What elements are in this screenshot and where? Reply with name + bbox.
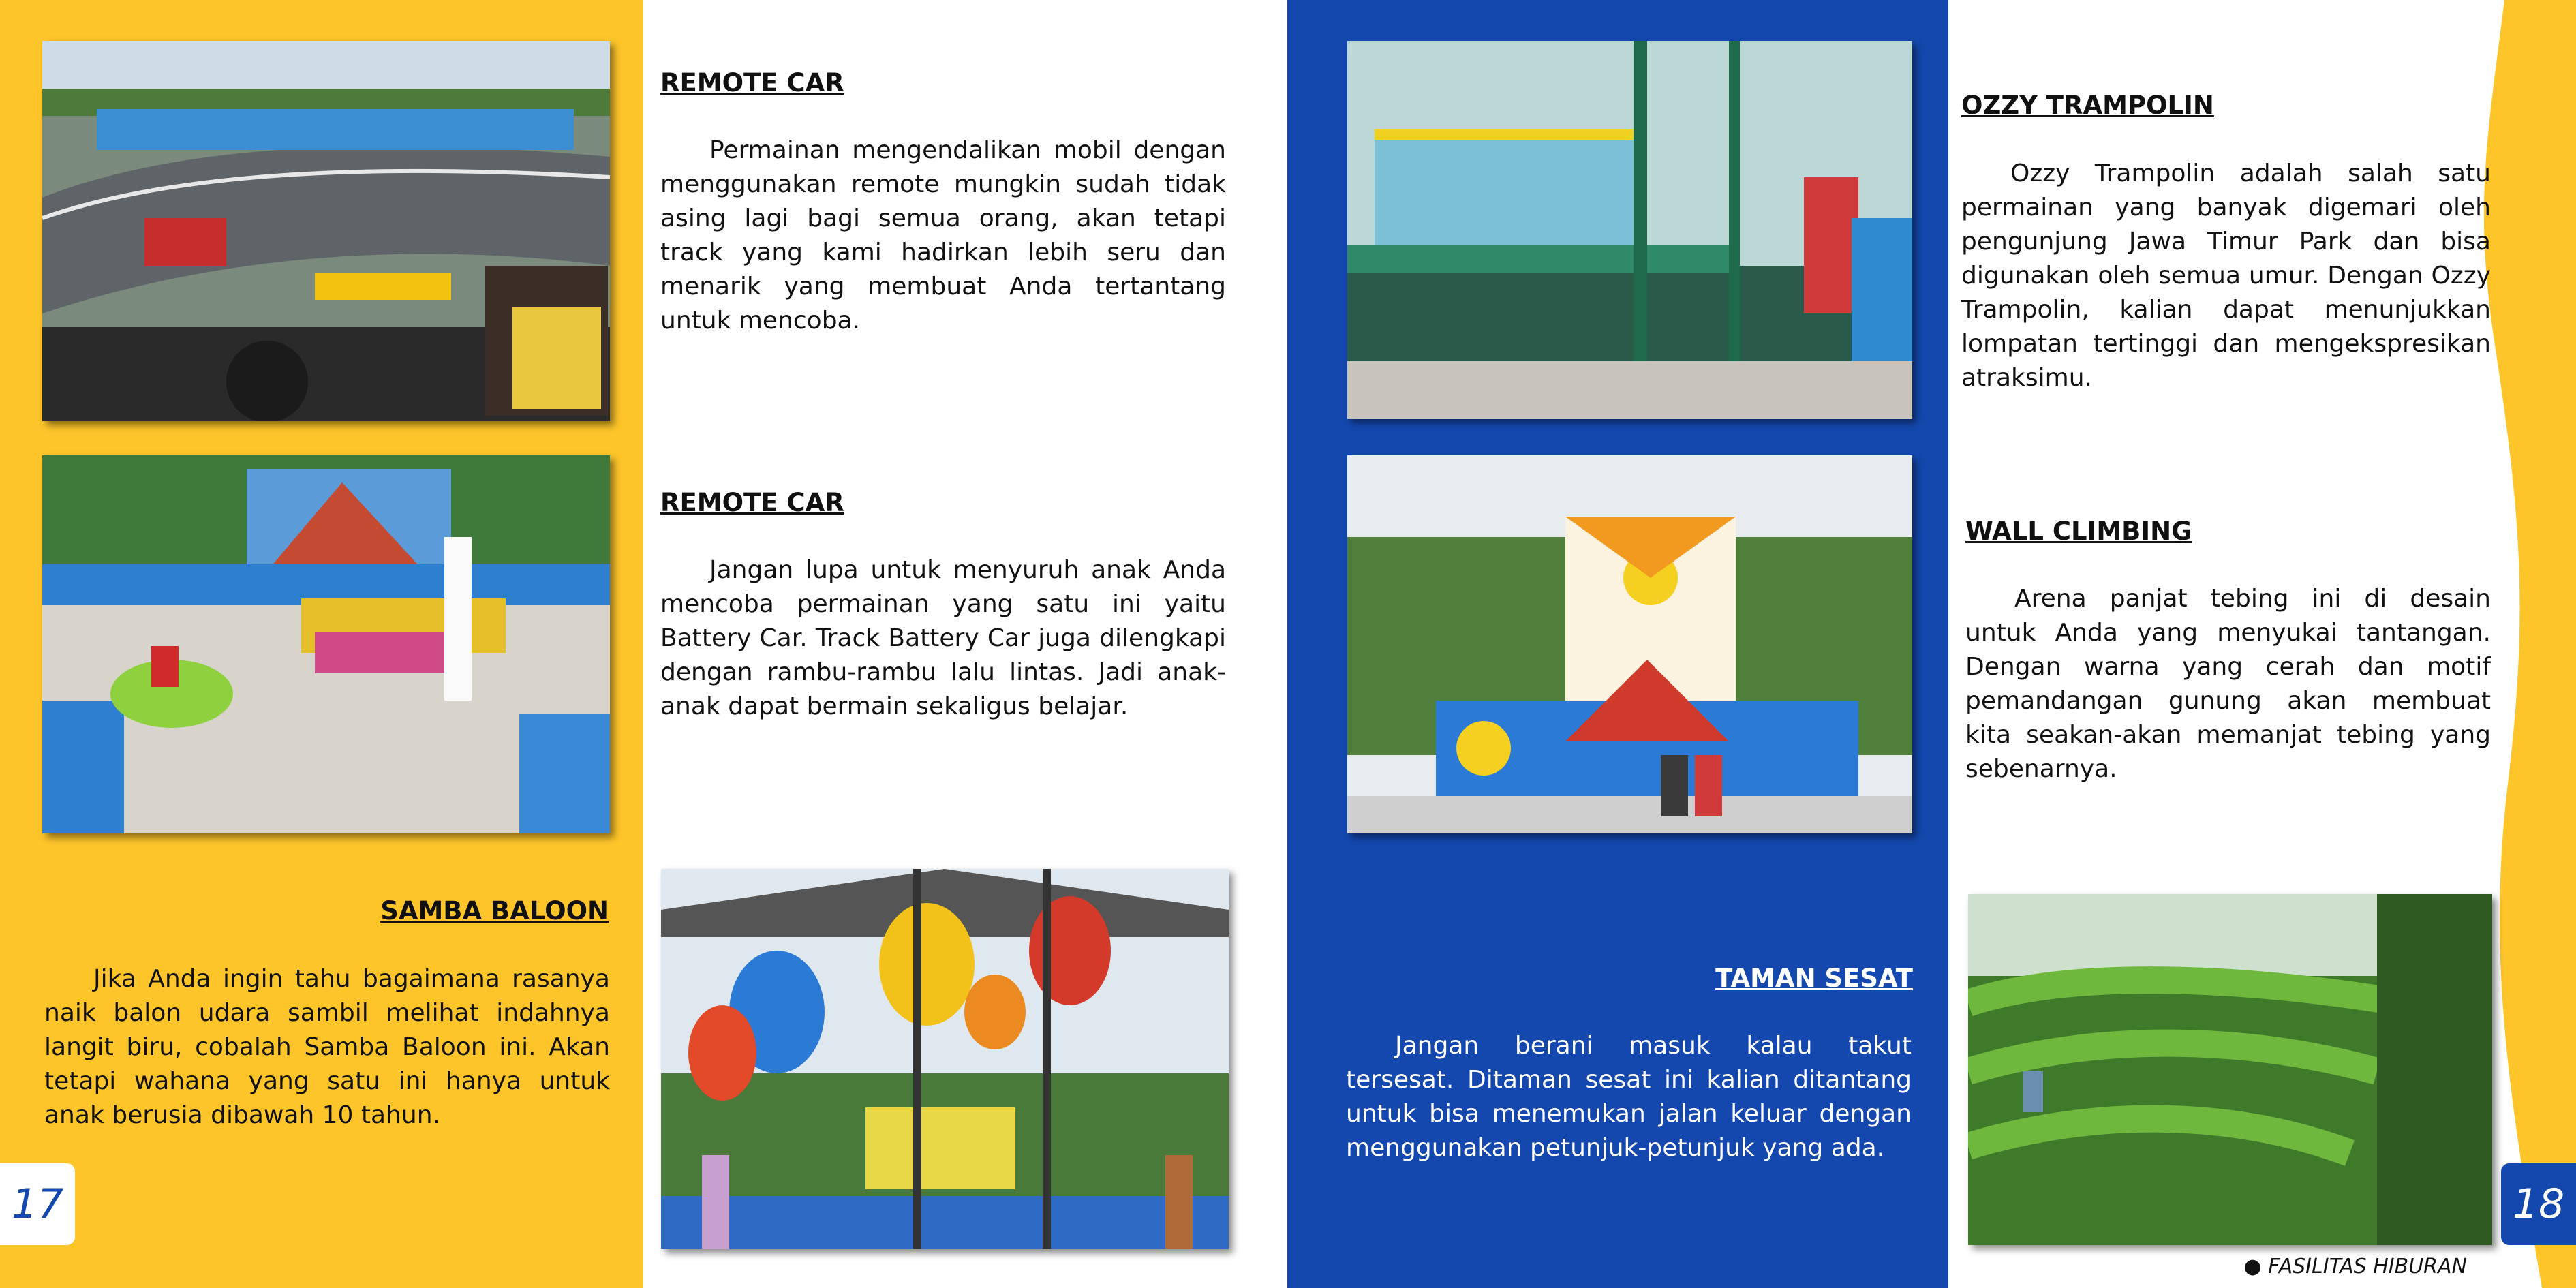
remote-car-1-heading: REMOTE CAR: [660, 68, 844, 97]
samba-baloon-photo: [661, 869, 1229, 1249]
wall-climbing-photo: [1347, 455, 1912, 833]
remote-car-2-text: Jangan lupa untuk menyuruh anak Anda mencoba permainan yang satu ini yaitu Battery Car. Track Battery Car juga dilengkapi dengan rambu-rambu lalu lintas. Jadi anak-anak dapat bermain sekaligus belajar.: [660, 556, 1226, 720]
remote-car-2-heading: REMOTE CAR: [660, 488, 844, 517]
ozzy-trampolin-text: Ozzy Trampolin adalah salah satu permainan yang banyak digemari oleh pengunjung Jawa Timur Park dan bisa digunakan oleh semua umur. Dengan Ozzy Trampolin, kalian dapat menunjukkan lompatan tertinggi dan mengekspresikan atraksimu.: [1961, 159, 2491, 392]
samba-baloon-text: Jika Anda ingin tahu bagaimana rasanya naik balon udara sambil melihat indahnya langit biru, cobalah Samba Baloon ini. Akan tetapi wahana yang satu ini hanya untuk anak berusia dibawah 10 tahun.: [44, 965, 610, 1129]
wall-climbing-heading: WALL CLIMBING: [1965, 517, 2192, 546]
bullet-icon: ●: [2243, 1255, 2269, 1278]
samba-baloon-heading: SAMBA BALOON: [380, 896, 609, 925]
page-number-right: 18: [2501, 1163, 2576, 1245]
taman-sesat-photo: [1968, 894, 2492, 1245]
footer-label: FASILITAS HIBURAN: [2268, 1255, 2467, 1278]
battery-car-photo: [42, 455, 610, 833]
ozzy-trampolin-photo: [1347, 41, 1912, 419]
remote-car-1-text: Permainan mengendalikan mobil dengan menggunakan remote mungkin sudah tidak asing lagi bagi semua orang, akan tetapi track yang kami hadirkan lebih seru dan menarik yang membuat Anda tertantang untuk mencoba.: [660, 136, 1226, 335]
taman-sesat-heading: TAMAN SESAT: [1715, 964, 1913, 993]
ozzy-trampolin-heading: OZZY TRAMPOLIN: [1961, 91, 2214, 120]
remote-car-track-photo: [42, 41, 610, 421]
wall-climbing-text: Arena panjat tebing ini di desain untuk Anda yang menyukai tantangan. Dengan warna yang cerah dan motif pemandangan gunung akan membuat kita seakan-akan memanjat tebing yang sebenarnya.: [1965, 585, 2491, 783]
page-number-left: 17: [0, 1163, 75, 1245]
section-footer: [2243, 1255, 2467, 1278]
taman-sesat-text: Jangan berani masuk kalau takut tersesat. Ditaman sesat ini kalian ditantang untuk bisa menemukan jalan keluar dengan menggunakan petunjuk-petunjuk yang ada.: [1346, 1032, 1912, 1162]
